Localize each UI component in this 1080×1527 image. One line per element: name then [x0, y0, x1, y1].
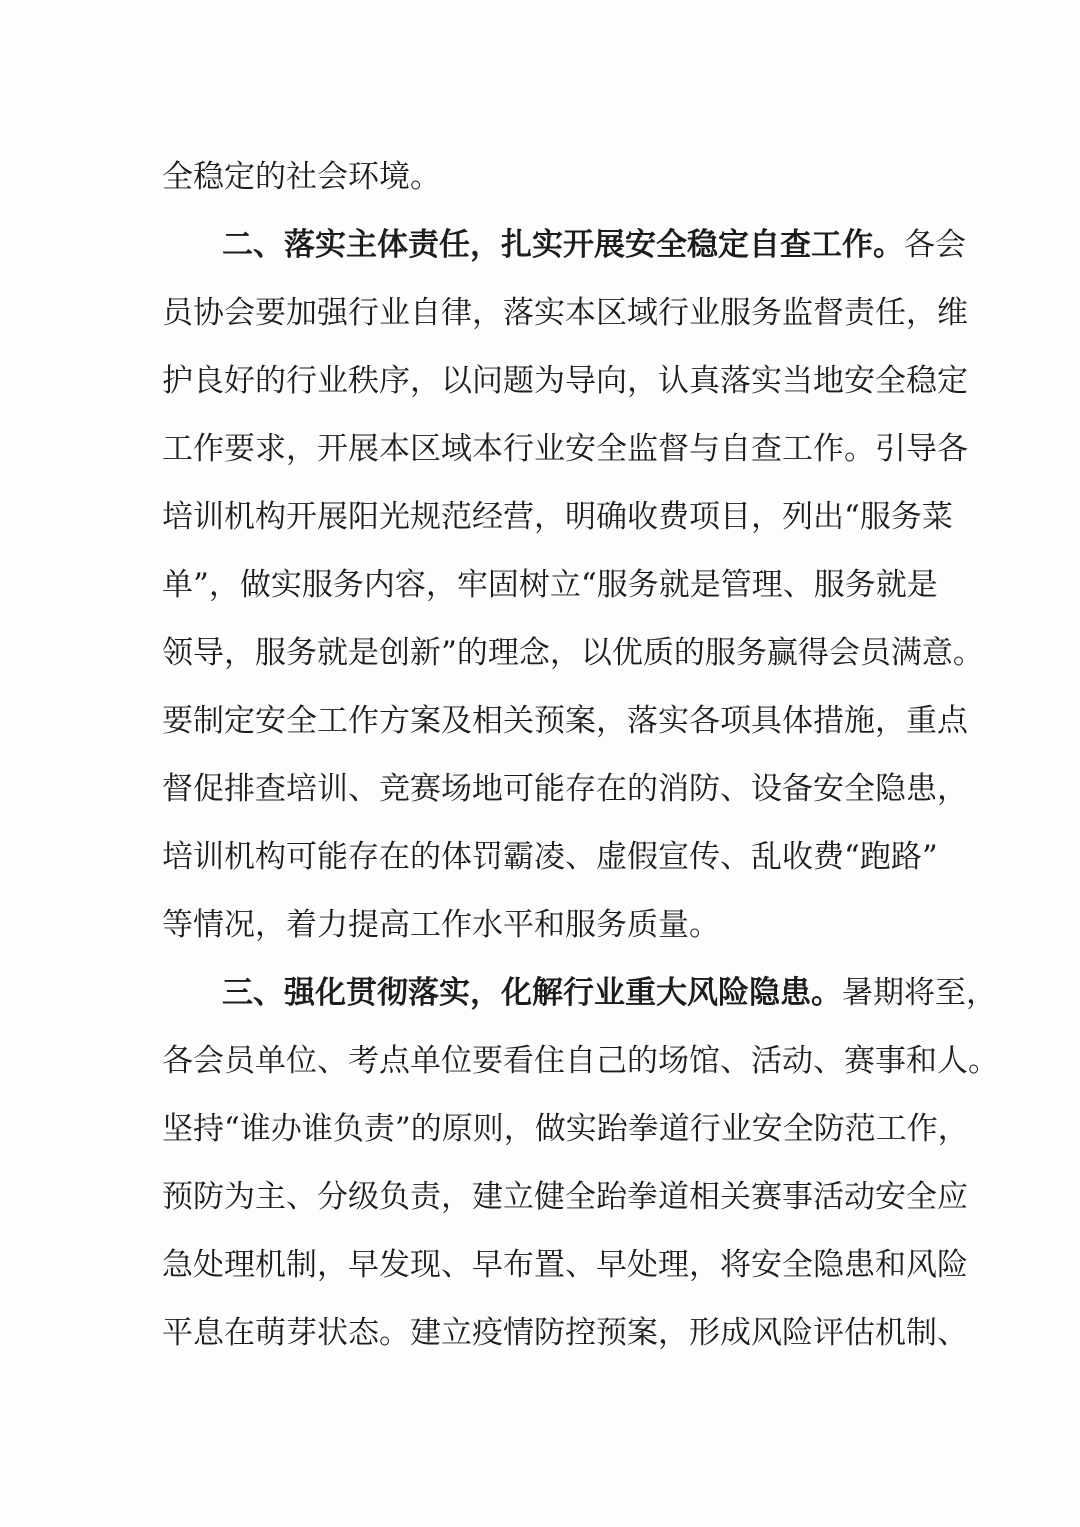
paragraph-line-7: 单”，做实服务内容，牢固树立“服务就是管理、服务就是: [162, 567, 938, 603]
section-heading-three: 三、强化贯彻落实，化解行业重大风险隐患。暑期将至，: [222, 975, 997, 1011]
paragraph-line-3: 员协会要加强行业自律，落实本区域行业服务监督责任，维: [162, 295, 968, 331]
paragraph-line-5: 工作要求，开展本区域本行业安全监督与自查工作。引导各: [162, 431, 968, 467]
paragraph-line-4: 护良好的行业秩序，以问题为导向，认真落实当地安全稳定: [162, 363, 968, 399]
paragraph-line-11: 培训机构可能存在的体罚霸凌、虚假宣传、乱收费“跑路”: [162, 839, 938, 875]
paragraph-line-10: 督促排查培训、竞赛场地可能存在的消防、设备安全隐患，: [162, 771, 968, 807]
paragraph-line-15: 坚持“谁办谁负责”的原则，做实跆拳道行业安全防范工作，: [162, 1111, 969, 1147]
paragraph-line-17: 急处理机制，早发现、早布置、早处理，将安全隐患和风险: [162, 1247, 968, 1283]
paragraph-line-8: 领导，服务就是创新”的理念，以优质的服务赢得会员满意。: [162, 635, 984, 671]
paragraph-line-6: 培训机构开展阳光规范经营，明确收费项目，列出“服务菜: [162, 499, 953, 535]
heading-text: 二、落实主体责任，扎实开展安全稳定自查工作。: [222, 227, 904, 263]
paragraph-line-12: 等情况，着力提高工作水平和服务质量。: [162, 907, 720, 943]
paragraph-line-9: 要制定安全工作方案及相关预案，落实各项具体措施，重点: [162, 703, 968, 739]
heading-text: 三、强化贯彻落实，化解行业重大风险隐患。: [222, 975, 842, 1011]
paragraph-line-14: 各会员单位、考点单位要看住自己的场馆、活动、赛事和人。: [162, 1043, 999, 1079]
paragraph-line-16: 预防为主、分级负责，建立健全跆拳道相关赛事活动安全应: [162, 1179, 968, 1215]
paragraph-line-18: 平息在萌芽状态。建立疫情防控预案，形成风险评估机制、: [162, 1315, 968, 1351]
paragraph-line-1: 全稳定的社会环境。: [162, 159, 441, 195]
section-heading-two: 二、落实主体责任，扎实开展安全稳定自查工作。各会: [222, 227, 966, 263]
